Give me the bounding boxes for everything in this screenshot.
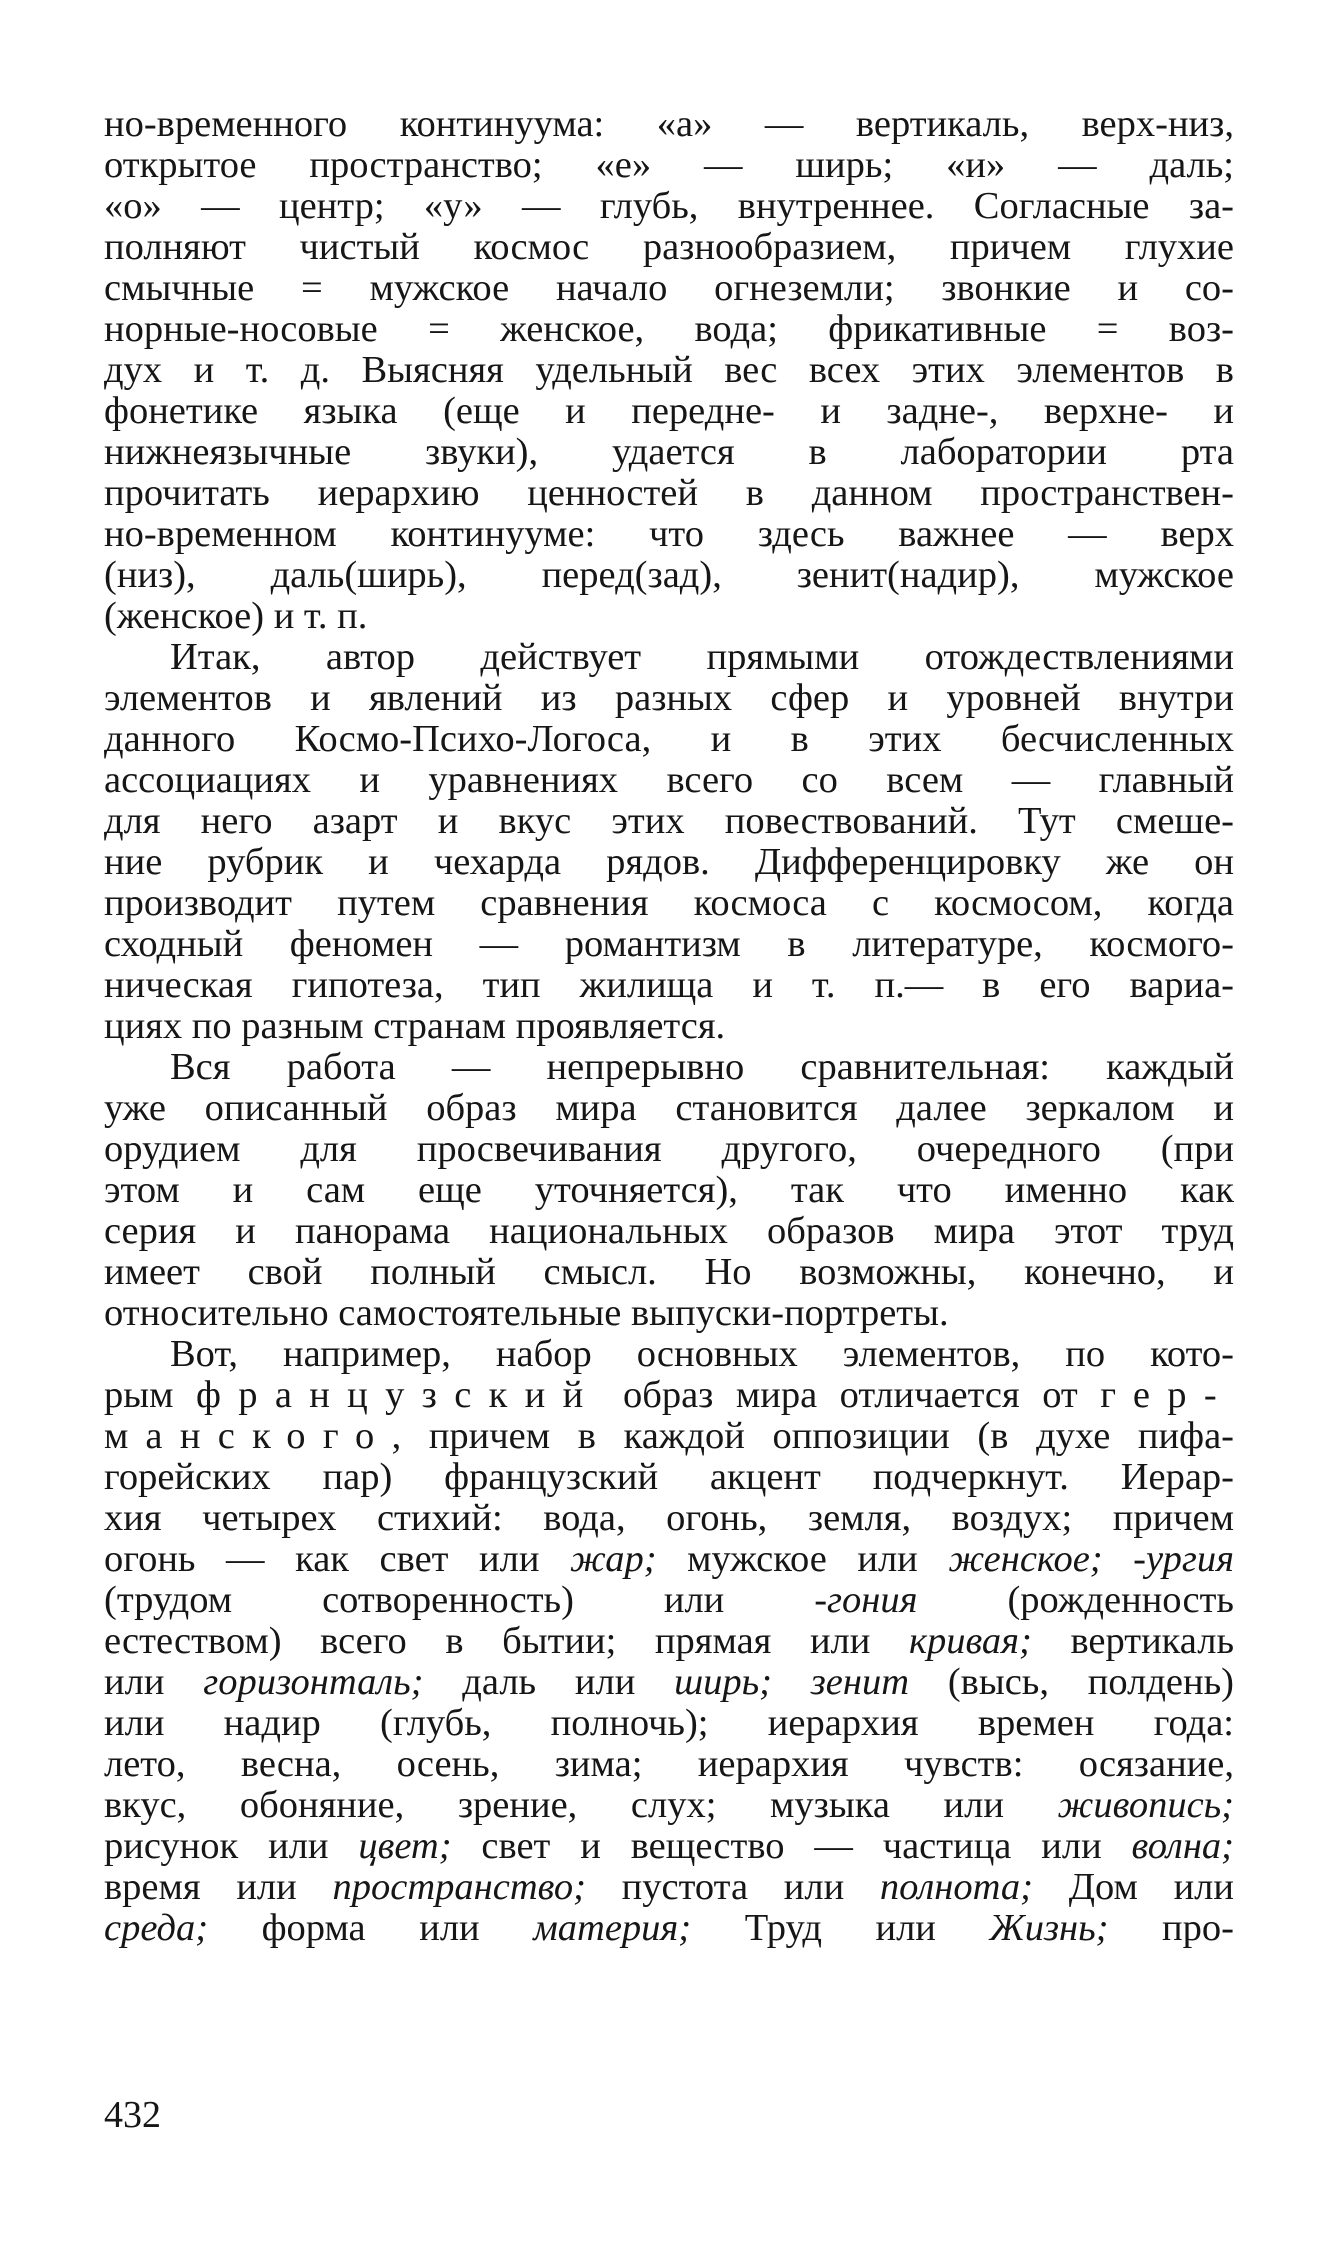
text-line: имеет свой полный смысл. Но возможны, конечно, и: [104, 1251, 1234, 1293]
text-line: [104, 1416, 1234, 1457]
spaced-emphasis: манского: [104, 1415, 392, 1457]
text-line: дух и т. д. Выясняя удельный вес всех этих элементов в: [104, 349, 1234, 391]
italic-term: пространство;: [332, 1866, 586, 1908]
paragraph: [104, 104, 1234, 637]
text-line: этом и сам еще уточняется), так что именно как: [104, 1169, 1234, 1211]
text-line: [104, 1457, 1234, 1498]
text-segment: про-: [1108, 1907, 1234, 1949]
text-line: данного Космо-Психо-Логоса, и в этих бесчисленных: [104, 718, 1234, 760]
italic-term: среда;: [104, 1907, 209, 1949]
spaced-emphasis: гер-: [1100, 1374, 1234, 1416]
text-segment: пустота или: [585, 1866, 880, 1908]
spaced-emphasis: французский: [195, 1374, 601, 1416]
text-segment: рым: [104, 1374, 196, 1416]
text-segment: или надир (глубь, полночь); иерархия времен года:: [104, 1702, 1234, 1744]
text-line: Итак, автор действует прямыми отождествлениями: [170, 636, 1234, 678]
text-segment: свет и вещество — частица или: [451, 1825, 1132, 1867]
text-line: «о» — центр; «у» — глубь, внутреннее. Согласные за-: [104, 185, 1234, 227]
text-line: полняют чистый космос разнообразием, причем глухие: [104, 226, 1234, 268]
italic-term: жар;: [570, 1538, 657, 1580]
text-segment: вертикаль: [1031, 1620, 1235, 1662]
text-line: [104, 1785, 1234, 1826]
text-segment: хия четырех стихий: вода, огонь, земля, воздух; причем: [104, 1497, 1234, 1539]
text-line: уже описанный образ мира становится далее зеркалом и: [104, 1087, 1234, 1129]
text-line: [104, 1908, 1234, 1949]
text-line: сходный феномен — романтизм в литературе, космого-: [104, 923, 1234, 965]
text-segment: , причем в каждой оппозиции (в духе пифа-: [391, 1415, 1234, 1457]
text-segment: Труд или: [691, 1907, 990, 1949]
italic-term: кривая;: [908, 1620, 1032, 1662]
text-segment: (высь, полдень): [909, 1661, 1234, 1703]
text-line: [104, 1744, 1234, 1785]
text-line: открытое пространство; «е» — ширь; «и» — даль;: [104, 144, 1234, 186]
text-segment: лето, весна, осень, зима; иерархия чувств: осязание,: [104, 1743, 1234, 1785]
italic-term: материя;: [533, 1907, 692, 1949]
text-line: для него азарт и вкус этих повествований. Тут смеше-: [104, 800, 1234, 842]
paragraph: [104, 1047, 1234, 1334]
text-line: [104, 1539, 1234, 1580]
italic-term: живопись;: [1057, 1784, 1234, 1826]
italic-term: цвет;: [358, 1825, 452, 1867]
italic-term: -гония: [814, 1579, 918, 1621]
text-line: [104, 1375, 1234, 1416]
text-line: фонетике языка (еще и передне- и задне-, верхне- и: [104, 390, 1234, 432]
text-line: но-временного континуума: «а» — вертикаль, верх-низ,: [104, 103, 1234, 145]
text-segment: время или: [104, 1866, 333, 1908]
text-line: производит путем сравнения космоса с космосом, когда: [104, 882, 1234, 924]
page-number: 432: [104, 2094, 161, 2136]
text-line: ассоциациях и уравнениях всего со всем — главный: [104, 759, 1234, 801]
text-segment: образ мира отличается от: [600, 1374, 1101, 1416]
text-line: циях по разным странам проявляется.: [104, 1005, 726, 1047]
page-body: [104, 104, 1234, 1949]
text-segment: (трудом сотворенность) или: [104, 1579, 815, 1621]
italic-term: волна;: [1131, 1825, 1234, 1867]
text-line: (женское) и т. п.: [104, 595, 368, 637]
text-line: норные-носовые = женское, вода; фрикативные = воз-: [104, 308, 1234, 350]
italic-term: ширь; зенит: [674, 1661, 910, 1703]
italic-term: Жизнь;: [989, 1907, 1109, 1949]
text-line: относительно самостоятельные выпуски-портреты.: [104, 1292, 949, 1334]
text-line: прочитать иерархию ценностей в данном пространствен-: [104, 472, 1234, 514]
text-segment: естеством) всего в бытии; прямая или: [104, 1620, 909, 1662]
text-segment: или: [104, 1661, 204, 1703]
text-segment: Дом или: [1032, 1866, 1234, 1908]
italic-term: полнота;: [879, 1866, 1033, 1908]
text-line: элементов и явлений из разных сфер и уровней внутри: [104, 677, 1234, 719]
text-line: [104, 1662, 1234, 1703]
text-line: ние рубрик и чехарда рядов. Дифференцировку же он: [104, 841, 1234, 883]
text-segment: форма или: [208, 1907, 534, 1949]
text-line: [104, 1498, 1234, 1539]
text-segment: огонь — как свет или: [104, 1538, 570, 1580]
text-line: [104, 1334, 1234, 1375]
text-line: но-временном континууме: что здесь важнее — верх: [104, 513, 1234, 555]
text-line: [104, 1703, 1234, 1744]
text-line: орудием для просвечивания другого, очередного (при: [104, 1128, 1234, 1170]
text-line: нижнеязычные звуки), удается в лаборатории рта: [104, 431, 1234, 473]
text-segment: (рожденность: [917, 1579, 1234, 1621]
text-line: смычные = мужское начало огнеземли; звонкие и со-: [104, 267, 1234, 309]
text-line: серия и панорама национальных образов мира этот труд: [104, 1210, 1234, 1252]
italic-term: женское; -ургия: [948, 1538, 1234, 1580]
text-line: [104, 1580, 1234, 1621]
text-segment: мужское или: [656, 1538, 949, 1580]
text-line: [104, 1621, 1234, 1662]
text-segment: вкус, обоняние, зрение, слух; музыка или: [104, 1784, 1058, 1826]
text-line: ническая гипотеза, тип жилища и т. п.— в его вариа-: [104, 964, 1234, 1006]
text-segment: Вот, например, набор основных элементов, по кото-: [170, 1333, 1234, 1375]
text-line: [104, 1826, 1234, 1867]
text-line: Вся работа — непрерывно сравнительная: каждый: [170, 1046, 1234, 1088]
text-segment: рисунок или: [104, 1825, 359, 1867]
italic-term: горизонталь;: [203, 1661, 424, 1703]
paragraph: [104, 637, 1234, 1047]
text-segment: горейских пар) французский акцент подчеркнут. Иерар-: [104, 1456, 1234, 1498]
paragraph: [104, 1334, 1234, 1949]
text-line: (низ), даль(ширь), перед(зад), зенит(надир), мужское: [104, 554, 1234, 596]
text-segment: даль или: [423, 1661, 675, 1703]
text-line: [104, 1867, 1234, 1908]
